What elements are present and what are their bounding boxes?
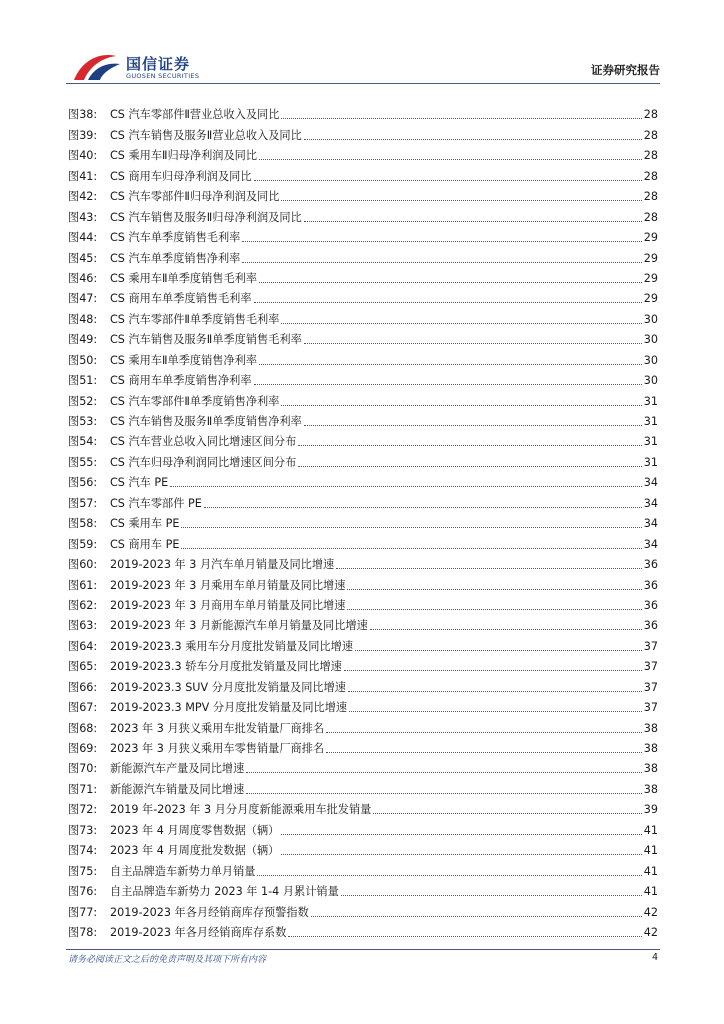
toc-page-number: 29 <box>643 292 658 306</box>
toc-figure-title: CS 乘用车Ⅱ单季度销售净利率 <box>110 353 258 367</box>
toc-page-number: 36 <box>643 558 658 572</box>
toc-figure-label: 图65: <box>68 660 98 674</box>
toc-page-number: 42 <box>643 905 658 919</box>
guosen-logo-icon <box>72 50 122 84</box>
toc-dot-leader <box>246 793 641 794</box>
toc-dot-leader <box>336 568 642 569</box>
toc-entry[interactable] <box>68 449 658 469</box>
toc-page-number: 34 <box>643 517 658 531</box>
toc-figure-label: 图58: <box>68 517 98 531</box>
toc-dot-leader <box>281 323 641 324</box>
toc-figure-label: 图61: <box>68 578 98 592</box>
page-header <box>0 0 724 90</box>
toc-page-number: 30 <box>643 333 658 347</box>
toc-figure-label: 图73: <box>68 823 98 837</box>
toc-figure-title: CS 汽车销售及服务Ⅱ单季度销售毛利率 <box>110 333 302 347</box>
toc-dot-leader <box>344 670 642 671</box>
toc-figure-label: 图70: <box>68 762 98 776</box>
toc-dot-leader <box>281 834 641 835</box>
toc-figure-title: 2023 年 3 月狭义乘用车批发销量厂商排名 <box>110 721 325 735</box>
toc-figure-title: CS 汽车归母净利润同比增速区间分布 <box>110 455 297 469</box>
toc-entry[interactable] <box>68 899 658 919</box>
toc-page-number: 28 <box>643 128 658 142</box>
toc-figure-title: 2019-2023.3 轿车分月度批发销量及同比增速 <box>110 660 342 674</box>
toc-page-number: 34 <box>643 496 658 510</box>
toc-page-number: 31 <box>643 415 658 428</box>
toc-entry[interactable] <box>68 817 658 837</box>
toc-figure-label: 图72: <box>68 803 98 817</box>
toc-entry[interactable] <box>68 184 658 204</box>
toc-page-number: 41 <box>643 844 658 858</box>
toc-page-number: 42 <box>643 925 658 939</box>
brand-logo <box>72 50 202 84</box>
toc-page-number: 28 <box>643 210 658 224</box>
header-divider <box>66 83 660 84</box>
toc-figure-title: CS 汽车销售及服务Ⅱ营业总收入及同比 <box>110 128 302 142</box>
toc-figure-label: 图69: <box>68 742 98 755</box>
toc-figure-label: 图78: <box>68 925 98 939</box>
toc-figure-title: CS 汽车零部件Ⅱ营业总收入及同比 <box>110 108 280 122</box>
toc-page-number: 36 <box>643 598 658 612</box>
toc-entry[interactable] <box>68 429 658 449</box>
toc-figure-title: 2019-2023.3 乘用车分月度批发销量及同比增速 <box>110 639 354 653</box>
toc-dot-leader <box>254 180 642 181</box>
toc-figure-title: 2019-2023.3 SUV 分月度批发销量及同比增速 <box>110 680 346 694</box>
toc-dot-leader <box>170 486 642 487</box>
toc-figure-title: 2019-2023 年 3 月新能源汽车单月销量及同比增速 <box>110 619 368 633</box>
toc-figure-label: 图38: <box>68 108 98 122</box>
toc-page-number: 36 <box>643 619 658 633</box>
toc-entry[interactable] <box>68 879 658 899</box>
toc-figure-title: CS 汽车零部件Ⅱ单季度销售毛利率 <box>110 312 280 326</box>
toc-page-number: 30 <box>643 374 658 388</box>
toc-figure-title: CS 汽车零部件Ⅱ单季度销售净利率 <box>110 394 280 408</box>
toc-page-number: 29 <box>643 271 658 285</box>
toc-entry[interactable] <box>68 143 658 163</box>
toc-entry[interactable] <box>68 756 658 776</box>
toc-figure-title: 新能源汽车销量及同比增速 <box>110 782 245 796</box>
toc-dot-leader <box>259 364 642 365</box>
toc-page-number: 29 <box>643 231 658 245</box>
toc-figure-label: 图74: <box>68 844 98 858</box>
toc-figure-title: CS 商用车单季度销售净利率 <box>110 374 252 388</box>
toc-entry[interactable] <box>68 552 658 572</box>
toc-dot-leader <box>304 343 642 344</box>
report-type-label: 证券研究报告 <box>591 63 660 77</box>
toc-dot-leader <box>181 527 641 528</box>
toc-page-number: 34 <box>643 476 658 490</box>
toc-page-number: 38 <box>643 762 658 776</box>
toc-dot-leader <box>254 384 642 385</box>
toc-dot-leader <box>254 302 642 303</box>
toc-page-number: 37 <box>643 680 658 694</box>
toc-figure-label: 图50: <box>68 353 98 367</box>
toc-figure-label: 图56: <box>68 476 98 490</box>
toc-page-number: 30 <box>643 312 658 326</box>
toc-dot-leader <box>298 466 641 467</box>
toc-figure-title: 自主品牌造车新势力 2023 年 1-4 月累计销量 <box>110 885 339 899</box>
toc-figure-label: 图39: <box>68 128 98 142</box>
toc-page-number: 36 <box>643 578 658 592</box>
toc-dot-leader <box>370 629 642 630</box>
toc-entry[interactable] <box>68 245 658 265</box>
toc-figure-title: CS 汽车零部件 PE <box>110 496 202 510</box>
toc-page-number: 34 <box>643 537 658 551</box>
toc-entry[interactable] <box>68 776 658 796</box>
toc-figure-label: 图76: <box>68 885 98 899</box>
toc-entry[interactable] <box>68 225 658 245</box>
toc-figure-label: 图45: <box>68 251 98 265</box>
toc-dot-leader <box>347 609 641 610</box>
toc-entry[interactable] <box>68 122 658 142</box>
toc-dot-leader <box>259 159 642 160</box>
toc-entry[interactable] <box>68 388 658 408</box>
toc-figure-label: 图52: <box>68 394 98 408</box>
toc-figure-label: 图67: <box>68 701 98 715</box>
toc-figure-label: 图49: <box>68 333 98 347</box>
toc-entry[interactable] <box>68 838 658 858</box>
toc-entry[interactable] <box>68 306 658 326</box>
toc-figure-title: 2019-2023 年 3 月商用车单月销量及同比增速 <box>110 598 346 612</box>
toc-figure-title: 2023 年 4 月周度批发数据（辆） <box>110 844 280 858</box>
toc-figure-title: 自主品牌造车新势力单月销量 <box>110 864 256 878</box>
toc-page-number: 38 <box>643 742 658 755</box>
toc-page-number: 41 <box>643 885 658 899</box>
toc-figure-title: 2019-2023 年 3 月汽车单月销量及同比增速 <box>110 558 335 572</box>
toc-entry[interactable] <box>68 327 658 347</box>
toc-entry[interactable] <box>68 695 658 715</box>
toc-dot-leader <box>246 772 641 773</box>
toc-figure-title: CS 汽车销售及服务Ⅱ归母净利润及同比 <box>110 210 302 224</box>
toc-dot-leader <box>326 732 642 733</box>
toc-page-number: 41 <box>643 864 658 878</box>
toc-dot-leader <box>304 139 642 140</box>
toc-entry[interactable] <box>68 409 658 429</box>
toc-dot-leader <box>257 875 641 876</box>
toc-figure-title: CS 汽车单季度销售毛利率 <box>110 231 241 245</box>
toc-page-number: 37 <box>643 660 658 674</box>
toc-dot-leader <box>288 936 641 937</box>
toc-dot-leader <box>281 200 641 201</box>
toc-figure-label: 图48: <box>68 312 98 326</box>
toc-figure-title: CS 商用车 PE <box>110 537 180 551</box>
toc-entry[interactable] <box>68 347 658 367</box>
toc-figure-label: 图63: <box>68 619 98 633</box>
toc-figure-label: 图41: <box>68 169 98 183</box>
toc-page-number: 28 <box>643 108 658 122</box>
toc-dot-leader <box>304 221 642 222</box>
toc-dot-leader <box>355 650 642 651</box>
toc-figure-title: 2019 年-2023 年 3 月分月度新能源乘用车批发销量 <box>110 803 372 817</box>
toc-dot-leader <box>373 813 641 814</box>
toc-figure-title: CS 汽车单季度销售净利率 <box>110 251 241 265</box>
toc-figure-label: 图54: <box>68 435 98 449</box>
toc-entry[interactable] <box>68 102 658 122</box>
toc-entry[interactable] <box>68 715 658 735</box>
toc-entry[interactable] <box>68 920 658 940</box>
figure-index-list <box>68 102 658 940</box>
footer-divider <box>66 949 660 950</box>
toc-page-number: 31 <box>643 455 658 469</box>
toc-entry[interactable] <box>68 511 658 531</box>
toc-dot-leader <box>204 507 642 508</box>
toc-entry[interactable] <box>68 470 658 490</box>
toc-figure-label: 图59: <box>68 537 98 551</box>
toc-entry[interactable] <box>68 368 658 388</box>
brand-name-en: GUOSEN SECURITIES <box>126 72 200 80</box>
toc-dot-leader <box>347 589 641 590</box>
toc-page-number: 31 <box>643 435 658 449</box>
toc-page-number: 30 <box>643 353 658 367</box>
toc-dot-leader <box>298 445 641 446</box>
toc-entry[interactable] <box>68 736 658 756</box>
toc-entry[interactable] <box>68 797 658 817</box>
toc-dot-leader <box>181 548 641 549</box>
toc-figure-title: 2023 年 3 月狭义乘用车零售销量厂商排名 <box>110 742 325 755</box>
toc-figure-label: 图75: <box>68 864 98 878</box>
toc-figure-label: 图40: <box>68 149 98 163</box>
toc-figure-label: 图51: <box>68 374 98 388</box>
toc-page-number: 37 <box>643 701 658 715</box>
toc-entry[interactable] <box>68 286 658 306</box>
toc-entry[interactable] <box>68 531 658 551</box>
toc-page-number: 38 <box>643 782 658 796</box>
toc-figure-label: 图60: <box>68 558 98 572</box>
toc-entry[interactable] <box>68 633 658 653</box>
toc-figure-title: CS 汽车销售及服务Ⅱ单季度销售净利率 <box>110 415 302 428</box>
toc-figure-label: 图44: <box>68 231 98 245</box>
toc-page-number: 28 <box>643 149 658 163</box>
toc-figure-title: CS 汽车 PE <box>110 476 169 490</box>
footer-disclaimer: 请务必阅读正文之后的免责声明及其项下所有内容 <box>68 955 267 965</box>
toc-dot-leader <box>349 711 642 712</box>
toc-page-number: 41 <box>643 823 658 837</box>
toc-entry[interactable] <box>68 266 658 286</box>
toc-dot-leader <box>304 425 642 426</box>
page-number: 4 <box>651 952 658 963</box>
toc-figure-title: 2023 年 4 月周度零售数据（辆） <box>110 823 280 837</box>
toc-page-number: 37 <box>643 639 658 653</box>
toc-figure-title: CS 商用车归母净利润及同比 <box>110 169 252 183</box>
toc-figure-label: 图64: <box>68 639 98 653</box>
toc-figure-title: 2019-2023 年 3 月乘用车单月销量及同比增速 <box>110 578 346 592</box>
toc-dot-leader <box>242 241 641 242</box>
toc-dot-leader <box>242 262 641 263</box>
toc-entry[interactable] <box>68 163 658 183</box>
toc-entry[interactable] <box>68 613 658 633</box>
toc-figure-label: 图68: <box>68 721 98 735</box>
toc-figure-title: 2019-2023 年各月经销商库存预警指数 <box>110 905 309 919</box>
toc-page-number: 38 <box>643 721 658 735</box>
toc-figure-label: 图53: <box>68 415 98 428</box>
brand-name-cn: 国信证券 <box>126 55 191 73</box>
toc-figure-label: 图77: <box>68 905 98 919</box>
toc-dot-leader <box>348 691 642 692</box>
toc-figure-title: 2019-2023.3 MPV 分月度批发销量及同比增速 <box>110 701 348 715</box>
toc-figure-label: 图42: <box>68 190 98 204</box>
toc-figure-label: 图43: <box>68 210 98 224</box>
toc-page-number: 28 <box>643 190 658 204</box>
toc-entry[interactable] <box>68 490 658 510</box>
toc-page-number: 31 <box>643 394 658 408</box>
toc-figure-title: CS 汽车零部件Ⅱ归母净利润及同比 <box>110 190 280 204</box>
toc-page-number: 39 <box>643 803 658 817</box>
toc-page-number: 28 <box>643 169 658 183</box>
toc-dot-leader <box>326 752 642 753</box>
toc-figure-label: 图66: <box>68 680 98 694</box>
toc-figure-title: 2019-2023 年各月经销商库存系数 <box>110 925 287 939</box>
toc-page-number: 29 <box>643 251 658 265</box>
toc-figure-label: 图62: <box>68 598 98 612</box>
toc-dot-leader <box>281 405 641 406</box>
toc-dot-leader <box>281 854 641 855</box>
toc-dot-leader <box>311 916 642 917</box>
toc-entry[interactable] <box>68 858 658 878</box>
toc-dot-leader <box>281 118 641 119</box>
toc-figure-label: 图46: <box>68 271 98 285</box>
toc-figure-label: 图55: <box>68 455 98 469</box>
toc-entry[interactable] <box>68 572 658 592</box>
toc-dot-leader <box>259 282 642 283</box>
toc-figure-title: CS 乘用车Ⅱ单季度销售毛利率 <box>110 271 258 285</box>
toc-figure-label: 图47: <box>68 292 98 306</box>
toc-figure-label: 图71: <box>68 782 98 796</box>
toc-figure-title: CS 商用车单季度销售毛利率 <box>110 292 252 306</box>
toc-dot-leader <box>341 895 642 896</box>
toc-figure-title: CS 汽车营业总收入同比增速区间分布 <box>110 435 297 449</box>
toc-entry[interactable] <box>68 204 658 224</box>
toc-figure-title: 新能源汽车产量及同比增速 <box>110 762 245 776</box>
toc-figure-title: CS 乘用车Ⅱ归母净利润及同比 <box>110 149 258 163</box>
toc-entry[interactable] <box>68 654 658 674</box>
toc-figure-label: 图57: <box>68 496 98 510</box>
toc-entry[interactable] <box>68 593 658 613</box>
toc-entry[interactable] <box>68 674 658 694</box>
toc-figure-title: CS 乘用车 PE <box>110 517 180 531</box>
